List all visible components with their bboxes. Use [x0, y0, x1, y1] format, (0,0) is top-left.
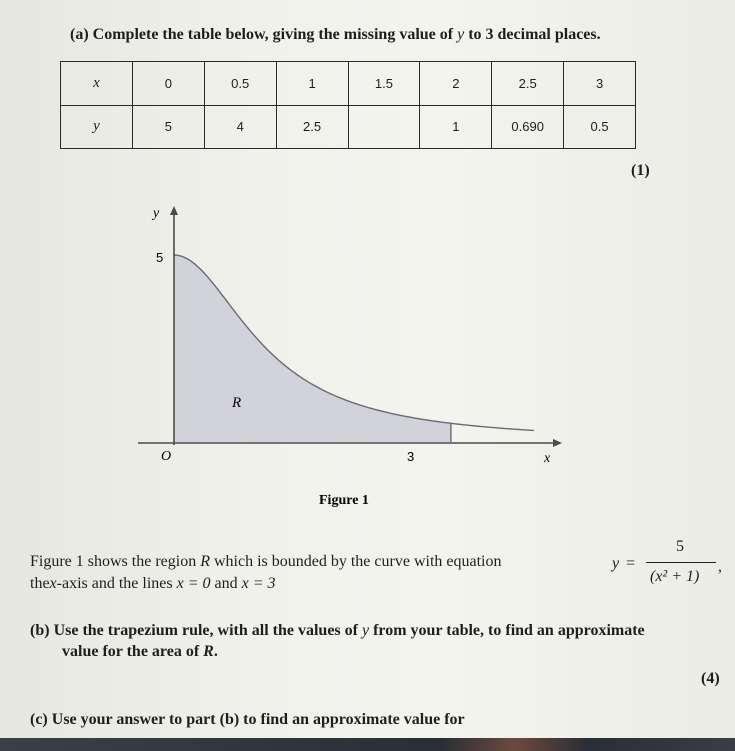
- part-b-var-y: y: [361, 622, 370, 639]
- equation-y: y: [612, 555, 620, 572]
- values-table: [60, 61, 636, 149]
- description-text: -axis and the lines: [56, 575, 173, 592]
- equation-equals: =: [626, 555, 636, 572]
- part-a-label: (a): [70, 26, 89, 43]
- part-b-line-2: [62, 643, 218, 661]
- part-a-text-pre: Complete the table below, giving the missing value of: [92, 26, 454, 43]
- region-label: R: [232, 395, 242, 411]
- description-text: and: [214, 575, 238, 592]
- table-cell: 1: [420, 105, 492, 149]
- part-c-text: Use your answer to part (b) to find an approximate value for: [51, 711, 465, 728]
- description-line-2: [30, 575, 276, 593]
- part-c-label: (c): [30, 711, 48, 728]
- description-text: Figure 1 shows the region: [30, 553, 197, 570]
- table-cell: 1: [276, 62, 348, 106]
- table-cell: 0.690: [492, 105, 564, 149]
- table-cell: 0.5: [564, 105, 636, 149]
- table-cell: 2: [420, 62, 492, 106]
- y-tick-label: 5: [156, 250, 164, 265]
- figure-caption: Figure 1: [319, 493, 369, 508]
- x-tick-label: 3: [407, 449, 415, 464]
- table-cell: 0: [132, 62, 204, 106]
- table-header-x: x: [61, 62, 133, 106]
- table-cell: 2.5: [492, 62, 564, 106]
- region-ref: R: [200, 553, 210, 570]
- screen-bottom-bar: [0, 738, 735, 751]
- part-b-line-1: [30, 622, 645, 640]
- equation-numerator: 5: [676, 538, 684, 555]
- part-c-line-1: [30, 711, 465, 729]
- equation-comma: ,: [718, 558, 722, 575]
- table-row-x: [61, 62, 636, 106]
- part-b-label: (b): [30, 622, 50, 639]
- table-cell-missing[interactable]: [348, 105, 420, 149]
- part-b-marks: (4): [701, 670, 720, 687]
- table-row-y: [61, 105, 636, 149]
- part-b-region-ref: R: [203, 643, 214, 660]
- table-cell: 1.5: [348, 62, 420, 106]
- table-cell: 3: [564, 62, 636, 106]
- y-axis-label: y: [153, 206, 160, 221]
- description-text: which is bounded by the curve with equation: [213, 553, 502, 570]
- part-a-marks: (1): [631, 162, 650, 179]
- part-b-text: Use the trapezium rule, with all the values of: [53, 622, 358, 639]
- table-cell: 0.5: [204, 62, 276, 106]
- description-text: the: [30, 575, 50, 592]
- part-a-var-y: y: [457, 26, 465, 43]
- x-var: x: [49, 575, 57, 592]
- part-a-text-post: to 3 decimal places.: [468, 26, 601, 43]
- table-header-y: y: [61, 105, 133, 149]
- part-a-question: [70, 26, 601, 44]
- line-x3-ref: x = 3: [241, 575, 276, 592]
- fraction-bar: [646, 562, 716, 563]
- part-b-text: from your table, to find an approximate: [373, 622, 645, 639]
- equation-denominator: (x² + 1): [650, 568, 700, 585]
- description-line-1: [30, 553, 501, 571]
- region-r-shading: [174, 255, 451, 442]
- y-axis-arrow: [170, 206, 178, 215]
- part-b-text: .: [213, 643, 218, 660]
- table-cell: 4: [204, 105, 276, 149]
- table-cell: 2.5: [276, 105, 348, 149]
- line-x0-ref: x = 0: [176, 575, 211, 592]
- origin-label: O: [161, 449, 172, 464]
- table-cell: 5: [132, 105, 204, 149]
- figure-1: [130, 200, 570, 510]
- x-axis-arrow: [553, 439, 562, 447]
- part-b-text: value for the area of: [62, 643, 200, 660]
- x-axis-label: x: [544, 451, 551, 466]
